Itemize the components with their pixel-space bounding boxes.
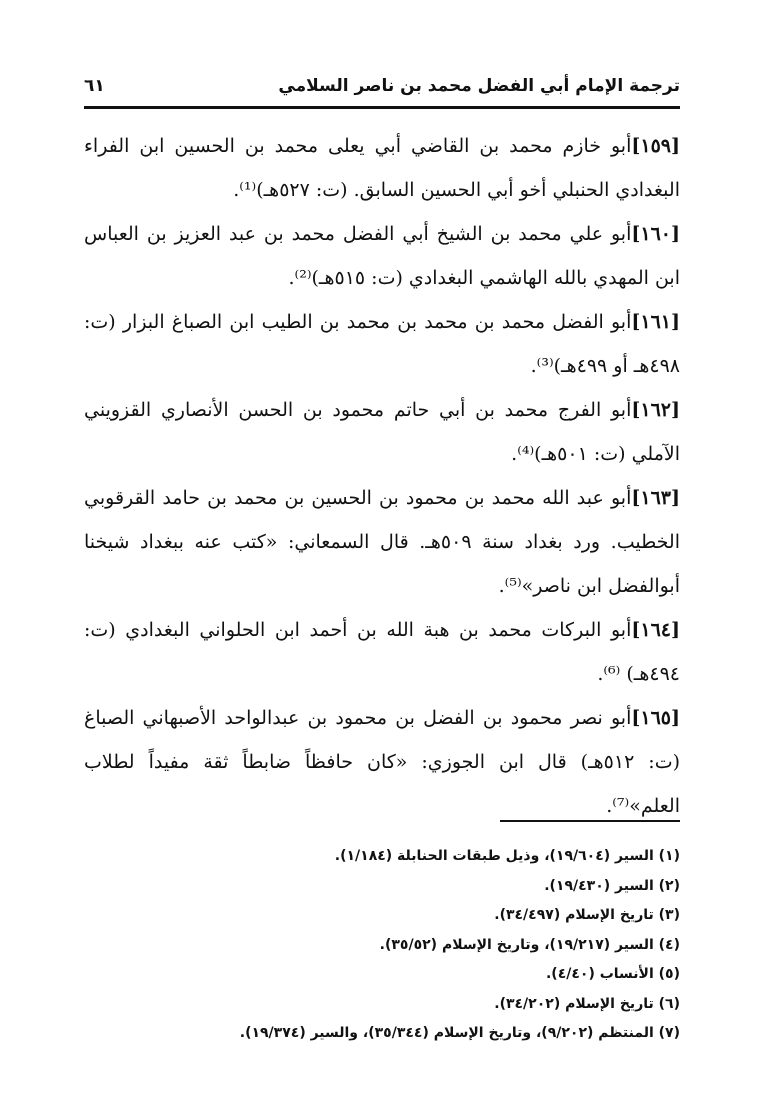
entry-number: [١٦٠] (631, 223, 680, 245)
entry-161 (84, 300, 680, 388)
footnote-5: (٥) الأنساب (٤/٤٠). (545, 966, 680, 982)
biography-entries (84, 124, 680, 828)
footnote-1: (١) السير (١٩/٦٠٤)، وذيل طبقات الحنابلة (١/١٨٤). (334, 848, 680, 864)
entry-number: [١٦١] (631, 311, 680, 333)
running-header (84, 76, 680, 106)
entry-number: [١٦٢] (631, 399, 680, 421)
entry-163 (84, 476, 680, 608)
entry-165 (84, 696, 680, 828)
footnote-divider (500, 820, 680, 822)
footnote-6: (٦) تاريخ الإسلام (٣٤/٢٠٢). (494, 995, 680, 1012)
entry-text: أبو نصر محمود بن الفضل بن محمود بن عبدالواحد الأصبهاني الصباغ (ت: ٥١٢هـ) قال ابن الجوزي: «كان حافظاً ضابطاً ثقة مفيداً لطلاب العلم»⁽⁷⁾. (84, 707, 680, 817)
entry-text: أبو الفرج محمد بن أبي حاتم محمود بن الحسن الأنصاري القزويني الآملي (ت: ٥٠١هـ)⁽⁴⁾. (84, 399, 680, 465)
entry-164 (84, 608, 680, 696)
page-number: ٦١ (84, 76, 105, 96)
entry-number: [١٥٩] (631, 135, 680, 157)
footnote-2: (٢) السير (١٩/٤٣٠). (544, 877, 680, 894)
entry-text: أبو الفضل محمد بن محمد بن محمد بن الطيب ابن الصباغ البزار (ت: ٤٩٨هـ أو ٤٩٩هـ)⁽³⁾. (84, 311, 680, 377)
entry-text: أبو علي محمد بن الشيخ أبي الفضل محمد بن عبد العزيز بن العباس ابن المهدي بالله الهاشمي البغدادي (ت: ٥١٥هـ)⁽²⁾. (84, 223, 680, 289)
footnote-4: (٤) السير (١٩/٢١٧)، وتاريخ الإسلام (٣٥/٥٢). (379, 936, 680, 953)
entry-160 (84, 212, 680, 300)
entry-162 (84, 388, 680, 476)
entry-text: أبو البركات محمد بن هبة الله بن أحمد ابن الحلواني البغدادي (ت: ٤٩٤هـ) ⁽⁶⁾. (84, 619, 680, 685)
entry-number: [١٦٥] (631, 707, 680, 729)
entry-number: [١٦٣] (631, 487, 680, 509)
footnote-3: (٣) تاريخ الإسلام (٣٤/٤٩٧). (494, 907, 680, 923)
entry-number: [١٦٤] (631, 619, 680, 641)
header-title: ترجمة الإمام أبي الفضل محمد بن ناصر السلامي (278, 76, 680, 96)
entry-159 (84, 124, 680, 212)
entry-text: أبو عبد الله محمد بن محمود بن الحسين بن محمد بن حامد القرقوبي الخطيب. ورد بغداد سنة ٥٠٩هـ. قال السمعاني: «كتب عنه ببغداد شيخنا أبوالفضل ابن ناصر»⁽⁵⁾. (84, 487, 680, 597)
header-divider (84, 106, 680, 109)
footnote-7: (٧) المنتظم (٩/٢٠٢)، وتاريخ الإسلام (٣٥/٣٤٤)، والسير (١٩/٣٧٤). (239, 1025, 680, 1041)
footnotes (84, 842, 680, 1049)
entry-text: أبو خازم محمد بن القاضي أبي يعلى محمد بن الحسين ابن الفراء البغدادي الحنبلي أخو أبي الحسين السابق. (ت: ٥٢٧هـ)⁽¹⁾. (84, 135, 680, 201)
